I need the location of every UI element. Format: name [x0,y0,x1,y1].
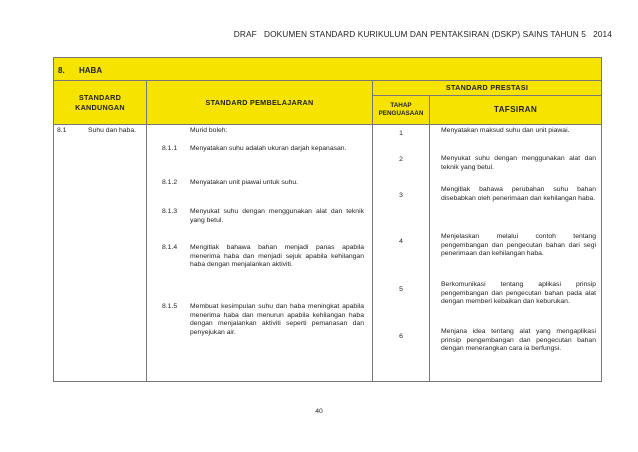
performance-description: Menyukat suhu dengan menggunakan alat dan teknik yang betul. [441,155,596,171]
learning-standard-text: Menyukat suhu dengan menggunakan alat dan teknik yang betul. [190,208,364,224]
learning-standard-code: 8.1.5 [162,303,178,310]
header-tafsiran: TAFSIRAN [430,96,601,125]
content-standard-text: Suhu dan haba. [88,127,136,134]
learning-standard-text: Mengitlak bahawa bahan menjadi panas apabila menerima haba dan menjadi sejuk apabila kehilangan haba dengan menjalankan aktiviti. [190,244,364,269]
performance-level: 1 [399,130,403,137]
topic-number: 8. [58,66,65,75]
performance-description: Menjelaskan melalui contoh tentang pengembangan dan pengecutan bahan dari segi penerimaan dan kehilangan haba. [441,233,596,258]
topic-title: HABA [79,66,103,75]
performance-level: 6 [399,333,403,340]
column-divider [146,125,147,382]
performance-description: Mengitlak bahawa perubahan suhu bahan disebabkan oleh penerimaan dan kehilangan haba. [441,186,596,202]
performance-description: Menyatakan maksud suhu dan unit piawai. [441,127,570,134]
performance-level: 2 [399,156,403,163]
content-standard-code: 8.1 [57,127,67,134]
learning-standard-code: 8.1.1 [162,145,178,152]
performance-level: 4 [399,238,403,245]
dskp-table [53,57,602,382]
learning-standard-text: Menyatakan suhu adalah ukuran darjah kepanasan. [190,145,347,152]
column-header-row [54,81,601,125]
header-standard-prestasi: STANDARD PRESTASI [373,81,601,96]
performance-description: Berkomunikasi tentang aplikasi prinsip pengembangan dan pengecutan bahan pada alat dengan memberi kebaikan dan keburukan. [441,281,596,306]
learning-intro: Murid boleh: [190,127,228,134]
performance-description: Menjana idea tentang alat yang mengaplikasi prinsip pengembangan dan pengecutan bahan dengan menerangkan cara ia berfungsi. [441,328,596,353]
column-divider [429,125,430,382]
learning-standard-code: 8.1.2 [162,179,178,186]
header-tahap-penguasaan: TAHAP PENGUASAAN [373,96,430,125]
learning-standard-text: Membuat kesimpulan suhu dan haba meningkat apabila menerima haba dan menurun apabila kehilangan haba dengan menjalankan aktiviti seperti pemanasan dan penyejukan air. [190,303,364,336]
learning-standard-code: 8.1.3 [162,208,178,215]
performance-level: 3 [399,192,403,199]
topic-bar [54,58,601,81]
learning-standard-text: Menyatakan unit piawai untuk suhu. [190,179,299,186]
header-standard-kandungan: STANDARD KANDUNGAN [54,81,147,125]
page-number: 40 [315,408,323,415]
header-standard-pembelajaran: STANDARD PEMBELAJARAN [147,81,373,125]
learning-standard-code: 8.1.4 [162,244,178,251]
performance-level: 5 [399,286,403,293]
document-header: DRAF DOKUMEN STANDARD KURIKULUM DAN PENTAKSIRAN (DSKP) SAINS TAHUN 5 2014 [233,29,612,39]
